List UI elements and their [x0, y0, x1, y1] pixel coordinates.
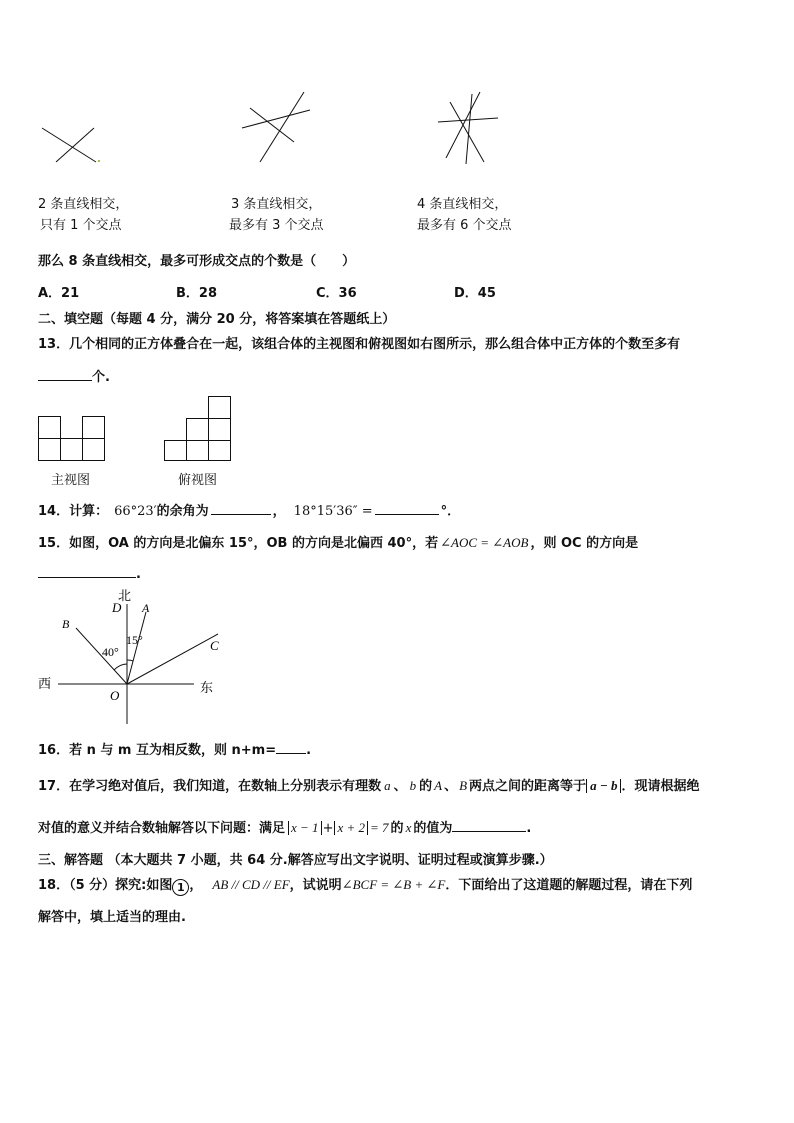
q17-line1-part1: 17．在学习绝对值后，我们知道，在数轴上分别表示有理数: [38, 779, 382, 794]
abs-bar: [288, 821, 289, 835]
q14-mid1: 的余角为: [156, 504, 209, 519]
q17-point-a: A: [434, 778, 443, 793]
four-lines-figure: [436, 88, 506, 166]
north-label: 北: [118, 588, 132, 603]
q12-option-b: B．28: [176, 286, 217, 301]
q14-tail: °．: [440, 504, 461, 519]
point-a-label: A: [142, 601, 150, 615]
q13-tail: 个.: [92, 370, 110, 385]
q17-var-b: b: [409, 778, 417, 793]
q14-line: 14．计算： 66°23′的余角为 ， 18°15′36″ = °．: [38, 504, 461, 519]
q18-suffix: ．下面给出了这道题的解题过程，请在下列: [445, 878, 693, 893]
q15-answer-line: [38, 565, 141, 582]
q15-tail: .: [136, 567, 141, 582]
q17-eq-term1: x − 1: [291, 820, 319, 835]
q16-text: 16．若 n 与 m 互为相反数，则 n+m=: [38, 743, 277, 758]
q16-line: [38, 739, 311, 758]
q18-figure-number: 1: [172, 879, 189, 896]
front-view-label: 主视图: [51, 473, 91, 488]
front-view-figure: [38, 416, 108, 462]
q17-eq-rhs: = 7: [370, 820, 389, 835]
fig1-caption-line1: 2 条直线相交，: [38, 197, 129, 212]
q12-option-d: D．45: [454, 286, 496, 301]
q17-line1-part2: 的: [419, 779, 433, 794]
q12-option-c: C．36: [316, 286, 357, 301]
q15-suffix: ，则 OC 的方向是: [530, 536, 639, 551]
q17-point-b: B: [459, 778, 468, 793]
abs-bar-left: [586, 779, 587, 793]
point-b-label: B: [62, 617, 70, 631]
q15-prefix: 15．如图，OA 的方向是北偏东 15°，OB 的方向是北偏西 40°，若: [38, 536, 439, 551]
angle-40-label: 40°: [102, 645, 119, 659]
point-c-label: C: [210, 638, 219, 653]
q14-blank1[interactable]: [211, 502, 271, 515]
three-lines-figure: [238, 90, 318, 165]
q17-line2-part1: 对值的意义并结合数轴解答以下问题：满足: [38, 821, 286, 836]
q18-prefix: 18．（5 分）探究:如图: [38, 878, 173, 893]
q13-blank[interactable]: [38, 368, 92, 381]
abs-bar: [321, 821, 322, 835]
q12-question: 那么 8 条直线相交，最多可形成交点的个数是（ ）: [38, 254, 356, 269]
q14-angle1: 66°23′: [114, 504, 157, 519]
fig2-caption-line2: 最多有 3 个交点: [229, 218, 324, 233]
section-2-heading: 二、填空题（每题 4 分，满分 20 分，将答案填在答题纸上）: [38, 312, 396, 327]
q18-mid: ，试说明: [289, 878, 342, 893]
q18-claim: ∠BCF = ∠B + ∠F: [341, 877, 446, 892]
fig3-caption-line1: 4 条直线相交，: [417, 197, 508, 212]
q17-eq-term2: x + 2: [337, 820, 366, 835]
q12-option-a: A．21: [38, 286, 80, 301]
section-3-heading: 三、解答题 （本大题共 7 小题，共 64 分.解答应写出文字说明、证明过程或演算步骤.）: [38, 853, 553, 868]
fig1-caption-line2: 只有 1 个交点: [40, 218, 122, 233]
fig3-caption-line2: 最多有 6 个交点: [417, 218, 512, 233]
q17-plus: +: [322, 821, 334, 836]
east-label: 东: [200, 680, 214, 695]
q15-condition: ∠AOC = ∠AOB: [440, 535, 529, 550]
top-view-label: 俯视图: [178, 473, 218, 488]
q13-text: 13．几个相同的正方体叠合在一起，该组合体的主视图和俯视图如右图所示，那么组合体中正方体的个数至多有: [38, 337, 681, 352]
q15-line: [38, 532, 638, 551]
direction-figure: [36, 590, 236, 726]
q17-sep: 、: [393, 779, 407, 794]
q14-angle2: 18°15′36″ =: [293, 504, 373, 519]
q16-tail: .: [306, 743, 312, 758]
angle-15-label: 15°: [126, 633, 143, 647]
q18-condition: AB // CD // EF: [212, 877, 290, 892]
west-label: 西: [38, 676, 52, 691]
q18-line1: 18．（5 分）探究:如图 1 ， AB // CD // EF，试说明∠BCF = ∠B + ∠F．下面给出了这道题的解题过程，请在下列: [38, 877, 693, 894]
top-view-figure: [162, 396, 234, 462]
q17-blank[interactable]: [452, 819, 526, 832]
q17-line1-part4: ．现请根据绝: [621, 779, 700, 794]
q17-tail: .: [526, 821, 532, 836]
q17-line1-part3: 两点之间的距离等于: [469, 779, 587, 794]
q13-answer-line: [38, 366, 110, 385]
q16-blank[interactable]: [276, 741, 306, 754]
q17-line2: [38, 817, 531, 836]
q15-blank[interactable]: [38, 565, 136, 578]
q14-blank2[interactable]: [375, 502, 439, 515]
point-d-label: D: [112, 600, 122, 615]
q17-line2-part2: 的: [390, 821, 404, 836]
q17-abs-expr: a − b: [590, 778, 618, 793]
q17-var-x: x: [405, 820, 412, 835]
q18-line2: 解答中，填上适当的理由.: [38, 910, 186, 925]
q17-line2-part3: 的值为: [413, 821, 453, 836]
q17-line1: 17．在学习绝对值后，我们知道，在数轴上分别表示有理数 a 、 b 的 A 、 B 两点之间的距离等于 a − b ．现请根据绝: [38, 778, 700, 794]
q14-prefix: 14．计算：: [38, 504, 109, 519]
origin-o-label: O: [110, 688, 120, 703]
abs-bar: [334, 821, 335, 835]
two-lines-figure: [38, 124, 108, 166]
abs-bar: [367, 821, 368, 835]
q17-var-a: a: [384, 778, 391, 793]
fig2-caption-line1: 3 条直线相交，: [231, 197, 322, 212]
